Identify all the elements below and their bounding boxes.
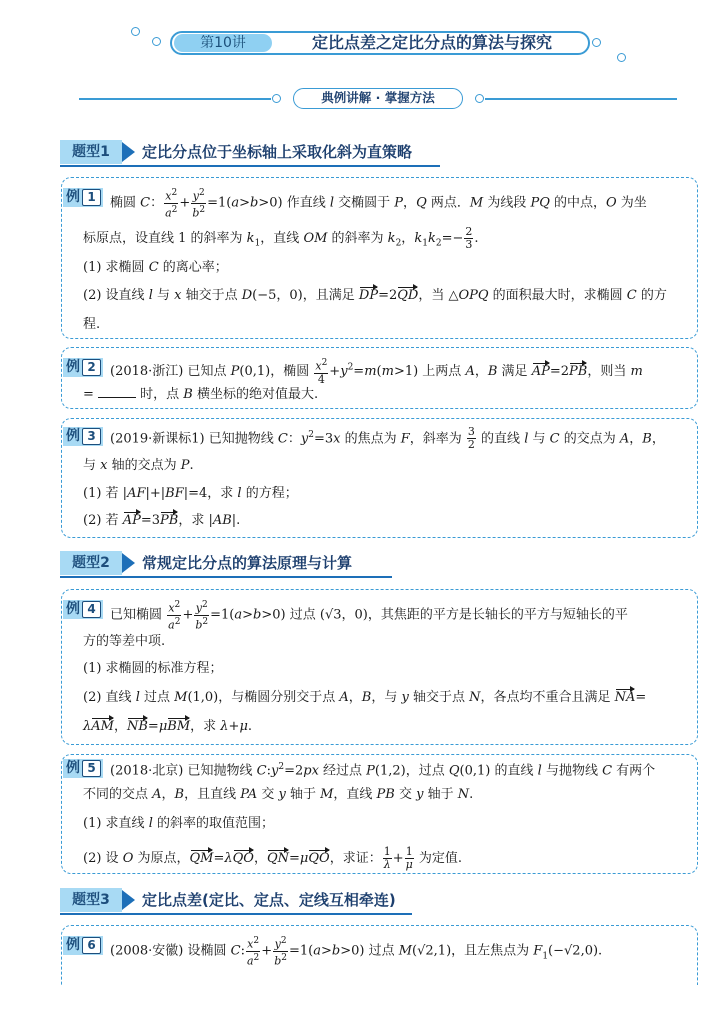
topic-tag: 题型1 (60, 140, 122, 164)
example-text: (1) 求椭圆的标准方程； (83, 661, 223, 676)
decor-circle (152, 37, 161, 46)
example-text: (2) 设直线 l 与 x 轴交于点 D(−5，0)，且满足 DP=2QD，当 △OPQ 的面积最大时，求椭圆 C 的方 (83, 288, 667, 303)
example-text: = 时，点 B 横坐标的绝对值最大. (83, 387, 319, 402)
example-tag: 例 3 (63, 426, 103, 446)
example-text: (2) 若 AP=3PB，求 |AB|. (83, 513, 241, 528)
decor-circle (617, 53, 626, 62)
divider-line (485, 98, 677, 100)
example-text: 标原点，设直线 1 的斜率为 $k_1$，直线 OM 的斜率为 $k_2$，$k_1k_2=-$ $\frac{2}{3}$ . (83, 225, 479, 251)
example-text: 不同的交点 A，B，且直线 PA 交 y 轴于 M，直线 PB 交 y 轴于 N. (83, 787, 474, 802)
lecture-title: 定比点差之定比分点的算法与探究 (311, 33, 552, 52)
example-tag: 例 2 (63, 357, 103, 377)
arrow-icon (122, 890, 135, 910)
decor-circle (272, 94, 281, 103)
example-text: 与 x 轴的交点为 P. (83, 458, 194, 473)
example-tag: 例 6 (63, 935, 103, 955)
topic-underline (60, 165, 440, 167)
example-text: (1) 若 |AF|+|BF|=4，求 l 的方程； (83, 486, 298, 501)
topic-header (60, 140, 460, 166)
topic-underline (60, 913, 412, 915)
topic-underline (60, 576, 392, 578)
example-text: (1) 求椭圆 C 的离心率； (83, 260, 228, 275)
answer-blank[interactable] (98, 385, 136, 398)
example-tag: 例 1 (63, 187, 103, 207)
topic-title: 常规定比分点的算法原理与计算 (142, 554, 353, 572)
example-text: (2) 直线 l 过点 M(1,0)，与椭圆分别交于点 A，B，与 y 轴交于点 N，各点均不重合且满足 NA= (83, 690, 647, 705)
example-tag: 例 4 (63, 599, 103, 619)
topic-tag: 题型3 (60, 888, 122, 912)
example-text: (2008·安徽) 设椭圆 C: $\frac{x^2}{a^2}$ + $\frac{y^2}{b^2}$ =1(a>b>0) 过点 M(√2,1)，且左焦点为 $F_1(-√2,0)$. (110, 936, 603, 968)
lecture-number: 第10讲 (174, 34, 272, 52)
example-text: 程. (83, 317, 101, 332)
example-text: (2019·新课标1) 已知抛物线 C：$y^2=3x$ 的焦点为 F，斜率为 $\frac{3}{2}$ 的直线 l 与 C 的交点为 A，B， (110, 425, 665, 452)
example-text: λAM，NB=μBM，求 λ+μ. (83, 719, 253, 734)
section-pill: 典例讲解 · 掌握方法 (293, 88, 463, 109)
arrow-icon (122, 142, 135, 162)
example-tag: 例 5 (63, 758, 103, 778)
topic-header (60, 551, 460, 577)
example-text: (2) 设 O 为原点，QM=λQO，QN=μQO，求证： $\frac{1}{\lambda}$ + $\frac{1}{\mu}$ 为定值. (83, 845, 463, 871)
arrow-icon (122, 553, 135, 573)
topic-header (60, 888, 460, 914)
example-text: 已知椭圆 $\frac{x^2}{a^2}$ + $\frac{y^2}{b^2}$ =1(a>b>0) 过点 (√3，0)，其焦距的平方是长轴长的平方与短轴长的平 (110, 600, 628, 632)
decor-circle (131, 27, 140, 36)
example-text: (1) 求直线 l 的斜率的取值范围； (83, 816, 274, 831)
topic-title: 定比点差(定比、定点、定线互相牵连) (142, 891, 396, 909)
decor-circle (475, 94, 484, 103)
example-text: (2018·北京) 已知抛物线 $C:y^2=2px$ 经过点 P(1,2)，过点 Q(0,1) 的直线 l 与抛物线 C 有两个 (110, 762, 656, 779)
example-text: 椭圆 C： $\frac{x^2}{a^2}$ + $\frac{y^2}{b^2}$ =1(a>b>0) 作直线 l 交椭圆于 P，Q 两点．M 为线段 PQ 的中点，O 为坐 (110, 188, 647, 220)
example-text: 方的等差中项. (83, 634, 166, 649)
topic-tag: 题型2 (60, 551, 122, 575)
decor-circle (592, 38, 601, 47)
example-text: (2018·浙江) 已知点 P(0,1)，椭圆 $\frac{x^2}{4}$ $+y^2=m(m>1)$ 上两点 A，B 满足 AP=2PB，则当 m (110, 358, 643, 386)
topic-title: 定比分点位于坐标轴上采取化斜为直策略 (142, 143, 413, 161)
divider-line (79, 98, 271, 100)
